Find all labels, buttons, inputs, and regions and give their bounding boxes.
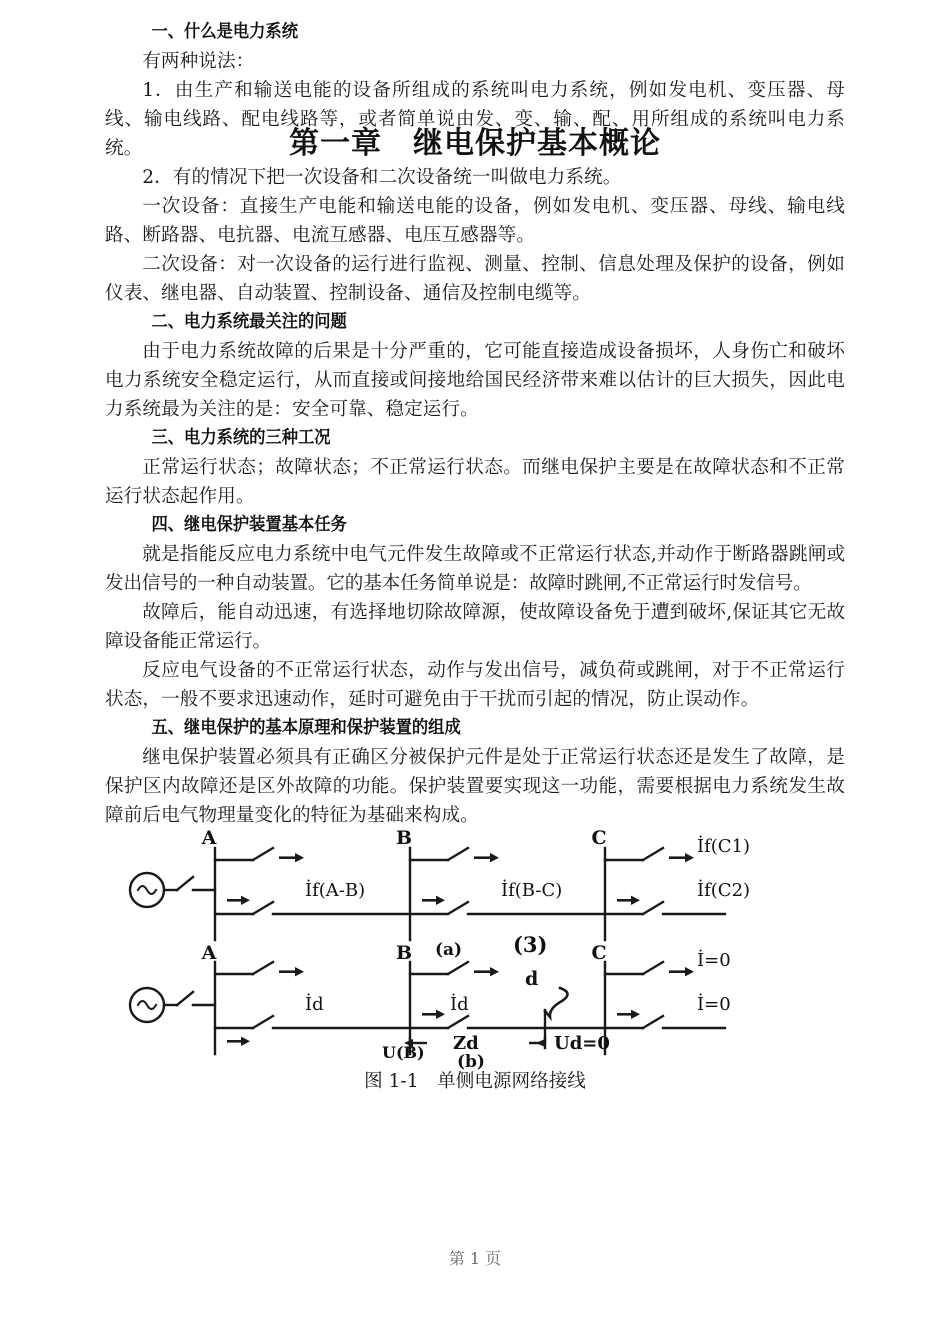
paragraph: 正常运行状态；故障状态；不正常运行状态。而继电保护主要是在故障状态和不正常运行状态起作用。 (105, 457, 845, 507)
figure-network-diagram (105, 827, 845, 1072)
bus-label-c1: C (591, 827, 607, 849)
paragraph: 反应电气设备的不正常运行状态，动作与发出信号，减负荷或跳闸，对于不正常运行状态，一般不要求迅速动作，延时可避免由于干扰而引起的情况，防止误动作。 (105, 660, 845, 710)
bus-label-c2: C (591, 942, 607, 964)
paragraph: 二次设备：对一次设备的运行进行监视、测量、控制、信息处理及保护的设备，例如仪表、继电器、自动装置、控制设备、通信及控制电缆等。 (105, 254, 845, 304)
bus-label-a2: A (201, 942, 217, 964)
voltage-label-ub: U(B) (382, 1043, 425, 1062)
paragraph: 2．有的情况下把一次设备和二次设备统一叫做电力系统。 (142, 167, 622, 188)
paragraph: 继电保护装置必须具有正确区分被保护元件是处于正常运行状态还是发生了故障，是保护区内故障还是区外故障的功能。保护装置要实现这一功能，需要根据电力系统发生故障前后电气物理量变化的特征为基础来构成。 (105, 747, 845, 826)
paragraph: 就是指能反应电力系统中电气元件发生故障或不正常运行状态,并动作于断路器跳闸或发出信号的一种自动装置。它的基本任务简单说是：故障时跳闸,不正常运行时发信号。 (105, 544, 845, 594)
paragraph: 一次设备：直接生产电能和输送电能的设备，例如发电机、变压器、母线、输电线路、断路器、电抗器、电流互感器、电压互感器等。 (105, 196, 845, 246)
bus-label-a1: A (201, 827, 217, 849)
figure-caption: 图 1-1 单侧电源网络接线 (364, 1071, 586, 1092)
fault-type-label: (3) (513, 932, 548, 957)
page-title: 第一章 继电保护基本概论 (289, 126, 661, 161)
section-heading-1: 一、什么是电力系统 (151, 22, 298, 42)
sublabel-b: (b) (457, 1052, 485, 1072)
fault-point-label: d (525, 968, 539, 990)
current-label-if-c1: İf(C1) (697, 836, 751, 857)
impedance-label-zd: Zd (453, 1033, 479, 1054)
paragraph: 故障后，能自动迅速，有选择地切除故障源，使故障设备免于遭到破坏,保证其它无故障设备能正常运行。 (105, 602, 845, 652)
voltage-label-ud-zero: Ud=0 (554, 1033, 610, 1054)
current-label-id-1: İd (305, 994, 324, 1015)
section-heading-5: 五、继电保护的基本原理和保护装置的组成 (151, 718, 461, 738)
current-label-if-bc: İf(B-C) (501, 880, 563, 901)
paragraph: 1．由生产和输送电能的设备所组成的系统叫电力系统，例如发电机、变压器、母线、输电线路、配电线路等，或者简单说由发、变、输、配、用所组成的系统叫电力系统。 (105, 80, 845, 159)
current-label-i-zero-2: İ=0 (697, 994, 731, 1015)
bus-label-b2: B (395, 942, 413, 964)
page-footer: 第 1 页 (448, 1249, 502, 1268)
fault-zigzag-icon (545, 988, 568, 1017)
current-label-if-c2: İf(C2) (697, 880, 751, 901)
section-heading-3: 三、电力系统的三种工况 (151, 428, 331, 448)
current-label-if-ab: İf(A-B) (305, 880, 366, 901)
single-source-network-svg (105, 827, 845, 1072)
current-label-id-2: İd (450, 994, 469, 1015)
paragraph: 由于电力系统故障的后果是十分严重的，它可能直接造成设备损坏，人身伤亡和破坏电力系统安全稳定运行，从而直接或间接地给国民经济带来难以估计的巨大损失，因此电力系统最为关注的是：安全可靠、稳定运行。 (105, 341, 845, 420)
section-heading-4: 四、继电保护装置基本任务 (151, 515, 347, 535)
current-label-i-zero-1: İ=0 (697, 950, 731, 971)
section-heading-2: 二、电力系统最关注的问题 (151, 312, 347, 332)
document-body (105, 0, 845, 1095)
paragraph: 有两种说法： (142, 51, 255, 72)
sublabel-a: (a) (435, 940, 463, 960)
bus-label-b1: B (395, 827, 413, 849)
